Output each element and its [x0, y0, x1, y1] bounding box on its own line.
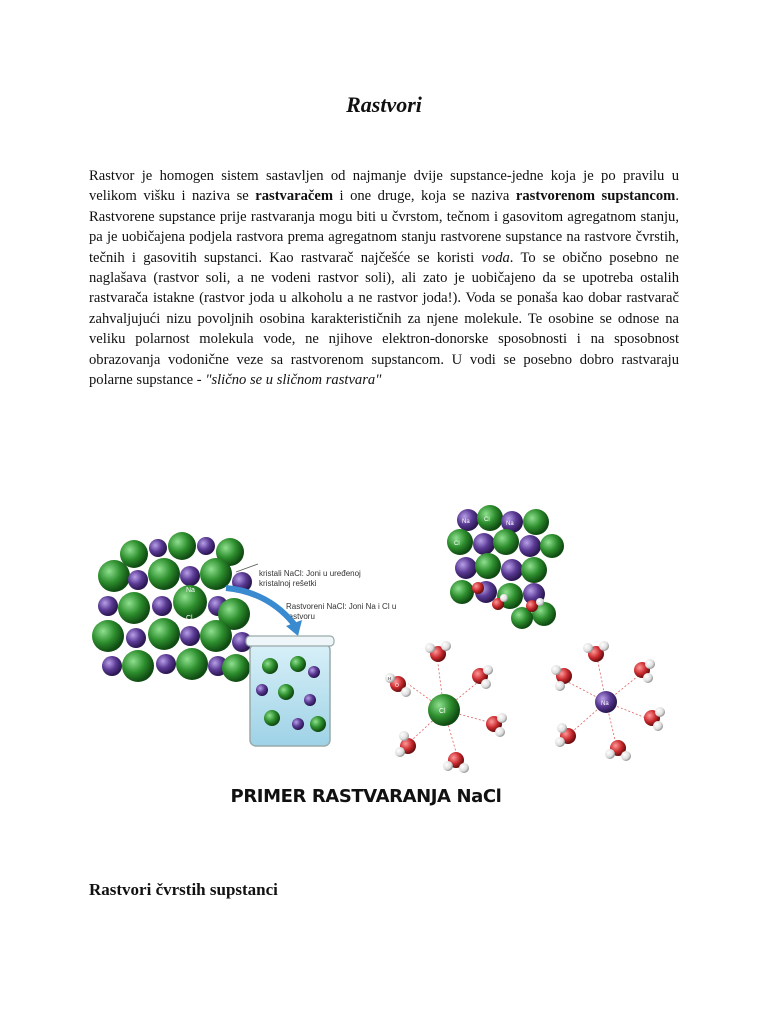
crystal-label-pointer	[236, 564, 258, 572]
dc-cl-label-2: Cl	[454, 541, 460, 547]
para-text-4: . To se obično posebno ne naglašava (rastvor soli, a ne vodeni rastvor soli), ali zato je uobičajeno da se upotreba ostalih rastvarača istakne (rastvor joda u alkoholu a ne rastvor joda!). Voda se ponaša kao dobar rastvarač zahvaljujući nizu povoljnih osobina karakterističnih za njene molekule. Te osobine se odnose na veliku polarnost molekula vode, ne njihove elektron-donorske sposobnosti i na sposobnost obrazovanja vodonične veze sa rastvorenom supstancom. U vodi se posebno dobro rastvaraju polarne supstance -	[89, 249, 679, 389]
dissolved-label-line1: Rastvoreni NaCl: Joni Na i Cl u	[286, 602, 397, 611]
hydrated-chloride-ion	[385, 641, 507, 773]
para-text-1: Rastvor je homogen sistem sastavljen od najmanje dvije supstance-jedne koja je po pravilu u velikom višku i naziva se	[89, 168, 679, 205]
para-bold-solute: rastvorenom supstancom	[515, 188, 676, 205]
para-text-3: . Rastvorene supstance prije rastvaranja mogu biti u čvrstom, tečnom i gasovitom agregatnom stanju, pa je uobičajena podjela rastvora prema agregatnom stanju rastvorene supstance na rastvore čvrstih, tečnih i gasovitih supstanci. Kao rastvarač najčešće se koristi	[89, 188, 679, 266]
dc-na-label-1: Na	[462, 519, 470, 525]
nacl-dissolution-figure	[86, 496, 676, 781]
beaker	[246, 636, 334, 746]
hydrated-sodium-ion	[388, 641, 665, 761]
para-text-2: i one druge, koja se naziva	[333, 188, 516, 205]
section-heading: Rastvori čvrstih supstanci	[89, 880, 278, 899]
crystal-label-line1: kristali NaCl: Joni u uređenoj	[259, 569, 361, 578]
crystal-cl-label: Cl	[186, 615, 193, 622]
nacl-crystal-lattice	[92, 532, 252, 682]
water-h-label: H	[388, 676, 392, 681]
para-italic-water: voda	[481, 249, 510, 266]
para-italic-quote: "slično se u sličnom rastvara"	[205, 372, 382, 389]
dc-na-label-2: Na	[506, 521, 514, 527]
hydrated-cl-label: Cl	[439, 708, 446, 715]
figure-caption: PRIMER RASTVARANJA NaCl	[230, 786, 502, 807]
water-o-label: O	[395, 683, 399, 689]
dissolving-crystal	[447, 505, 564, 629]
crystal-label-line2: kristalnoj rešetki	[259, 579, 317, 588]
dissolved-label-line2: rastvoru	[286, 612, 315, 621]
para-bold-solvent: rastvaračem	[255, 188, 334, 205]
crystal-na-label: Na	[186, 587, 195, 594]
hydrated-na-label: Na	[601, 701, 609, 707]
dc-cl-label-1: Cl	[484, 517, 490, 523]
page-title: Rastvori	[346, 92, 422, 117]
intro-paragraph	[89, 166, 679, 390]
